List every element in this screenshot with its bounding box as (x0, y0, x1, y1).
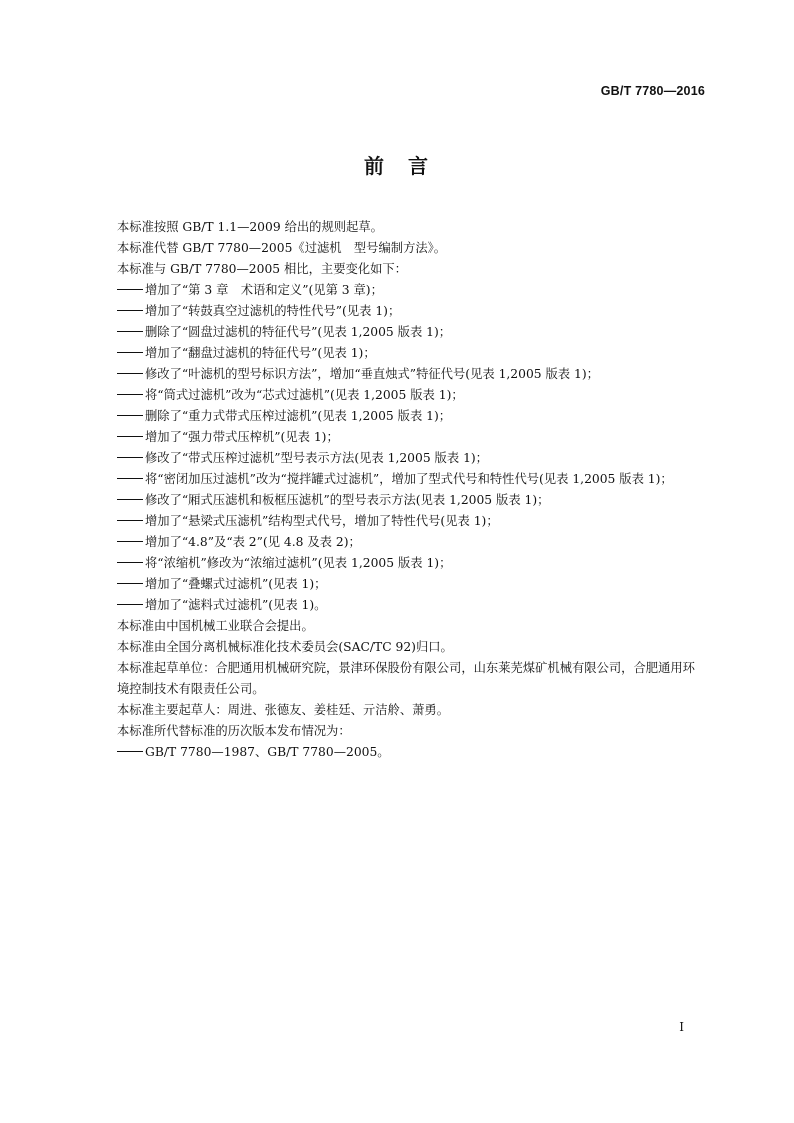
dash-mark (117, 289, 143, 290)
change-item: 增加了“叠螺式过滤机”(见表 1)； (117, 574, 706, 595)
dash-mark (117, 499, 143, 500)
para-history-intro: 本标准所代替标准的历次版本发布情况为： (117, 724, 351, 738)
para-drafters: 本标准主要起草人：周进、张德友、姜桂廷、亓洁舲、萧勇。 (117, 703, 450, 717)
change-item: 删除了“重力式带式压榨过滤机”(见表 1,2005 版表 1)； (117, 406, 706, 427)
para-replaces: 本标准代替 GB/T 7780—2005《过滤机 型号编制方法》。 (117, 241, 447, 255)
dash-mark (117, 583, 143, 584)
dash-mark (117, 457, 143, 458)
change-item: 增加了“翻盘过滤机的特征代号”(见表 1)； (117, 343, 706, 364)
para-drafting-rules: 本标准按照 GB/T 1.1—2009 给出的规则起草。 (117, 220, 383, 234)
standard-code-header: GB/T 7780—2016 (600, 84, 705, 98)
dash-mark (117, 520, 143, 521)
para-changes-intro: 本标准与 GB/T 7780—2005 相比，主要变化如下： (117, 262, 407, 276)
dash-mark (117, 373, 143, 374)
dash-mark (117, 352, 143, 353)
para-proposed-by: 本标准由中国机械工业联合会提出。 (117, 619, 314, 633)
change-item: 增加了“第 3 章 术语和定义”(见第 3 章)； (117, 280, 706, 301)
dash-mark (117, 751, 143, 752)
change-item: 将“浓缩机”修改为“浓缩过滤机”(见表 1,2005 版表 1)； (117, 553, 706, 574)
dash-mark (117, 331, 143, 332)
dash-mark (117, 394, 143, 395)
change-item: 增加了“4.8”及“表 2”(见 4.8 及表 2)； (117, 532, 706, 553)
dash-mark (117, 541, 143, 542)
change-item: 修改了“厢式压滤机和板框压滤机”的型号表示方法(见表 1,2005 版表 1)； (117, 490, 706, 511)
change-item: 修改了“叶滤机的型号标识方法”，增加“垂直烛式”特征代号(见表 1,2005 版表 1)； (117, 364, 706, 385)
dash-mark (117, 478, 143, 479)
dash-mark (117, 415, 143, 416)
change-item: 将“密闭加压过滤机”改为“搅拌罐式过滤机”，增加了型式代号和特性代号(见表 1,2005 版表 1)； (117, 469, 706, 490)
change-item: 增加了“强力带式压榨机”(见表 1)； (117, 427, 706, 448)
dash-mark (117, 562, 143, 563)
change-item: 增加了“悬梁式压滤机”结构型式代号，增加了特性代号(见表 1)； (117, 511, 706, 532)
dash-mark (117, 604, 143, 605)
change-item: 修改了“带式压榨过滤机”型号表示方法(见表 1,2005 版表 1)； (117, 448, 706, 469)
page-number: I (679, 1020, 684, 1034)
dash-mark (117, 310, 143, 311)
history-item: GB/T 7780—1987、GB/T 7780—2005。 (117, 742, 706, 763)
change-item: 增加了“转鼓真空过滤机的特性代号”(见表 1)； (117, 301, 706, 322)
change-item: 删除了“圆盘过滤机的特征代号”(见表 1,2005 版表 1)； (117, 322, 706, 343)
para-technical-committee: 本标准由全国分离机械标准化技术委员会(SAC/TC 92)归口。 (117, 640, 453, 654)
para-drafting-units: 本标准起草单位：合肥通用机械研究院，景津环保股份有限公司，山东莱芜煤矿机械有限公司，合肥通用环境控制技术有限责任公司。 (117, 661, 695, 696)
change-item: 将“筒式过滤机”改为“芯式过滤机”(见表 1,2005 版表 1)； (117, 385, 706, 406)
preface-body (117, 217, 706, 763)
change-item: 增加了“滤料式过滤机”(见表 1)。 (117, 595, 706, 616)
page-title: 前 言 (364, 154, 430, 178)
dash-mark (117, 436, 143, 437)
